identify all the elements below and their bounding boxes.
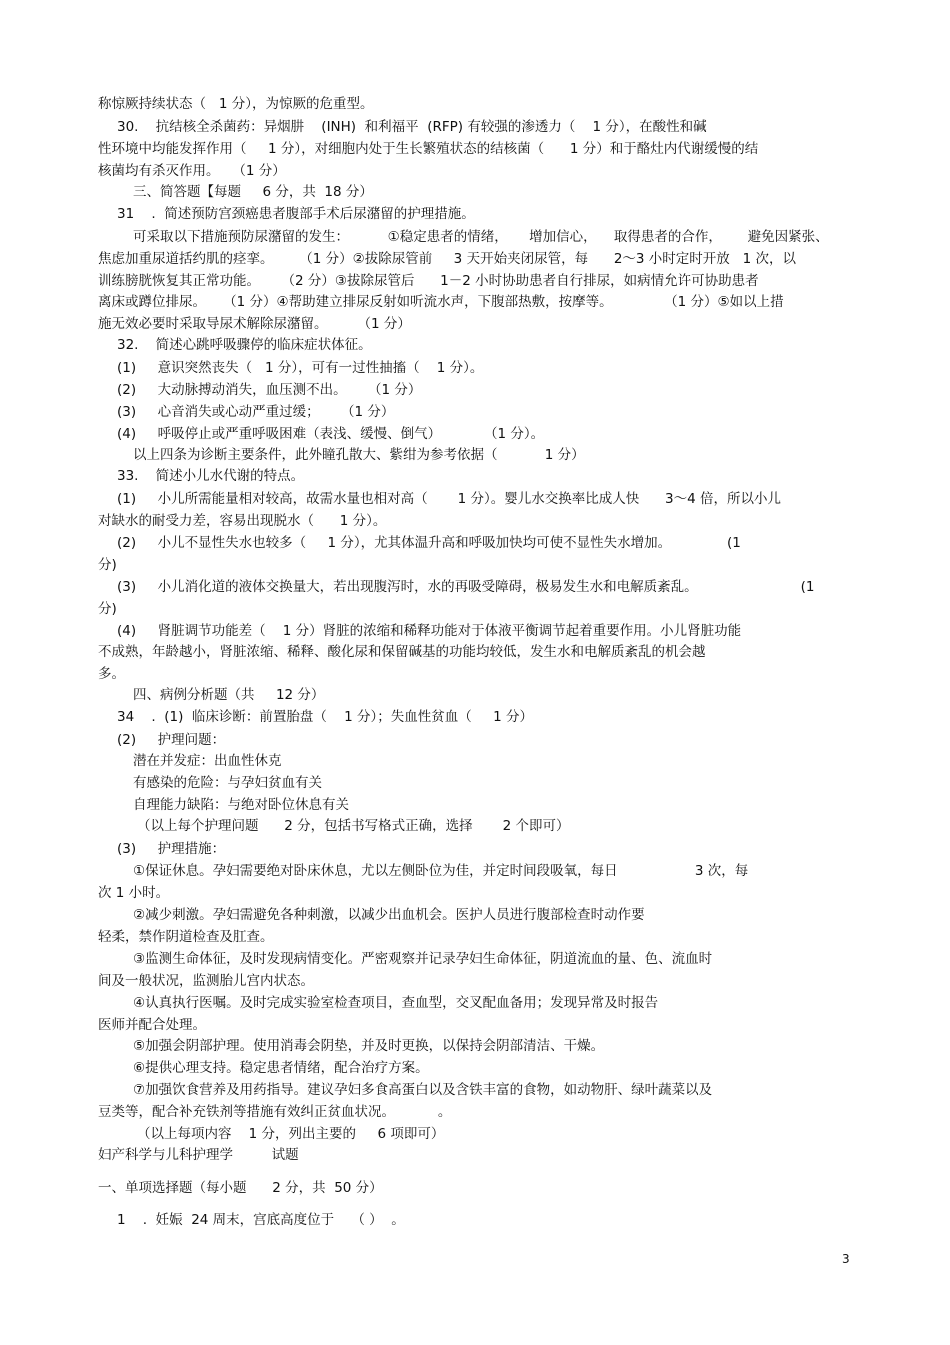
- text-line: 性环境中均能发挥作用（ 1 分），对细胞内处于生长繁殖状态的结核菌（ 1 分）和于酪灶内代谢缓慢的结: [98, 141, 759, 157]
- text-line: 潜在并发症：出血性休克: [133, 753, 282, 769]
- text-line: （以上每项内容 1 分，列出主要的 6 项即可）: [137, 1126, 445, 1142]
- text-line: 次 1 小时。: [98, 885, 170, 901]
- text-line: 间及一般状况，监测胎儿宫内状态。: [98, 973, 314, 989]
- text-line: (2) 小儿不显性失水也较多（ 1 分），尤其体温升高和呼吸加快均可使不显性失水增加。 (1: [117, 535, 741, 551]
- text-line: 核菌均有杀灭作用。 （1 分）: [98, 163, 286, 179]
- text-line: ③监测生命体征，及时发现病情变化。严密观察并记录孕妇生命体征，阴道流血的量、色、流血时: [133, 951, 713, 967]
- text-line: 焦虑加重尿道括约肌的痉挛。 （1 分）②拔除尿管前 3 天开始夹闭尿管，每 2～3 小时定时开放 1 次，以: [98, 251, 797, 267]
- text-line: 30. 抗结核全杀菌药：异烟肼 (INH) 和利福平 (RFP) 有较强的渗透力（ 1 分），在酸性和碱: [117, 119, 707, 135]
- text-line: 可采取以下措施预防尿潴留的发生： ①稳定患者的情绪， 增加信心， 取得患者的合作， 避免因紧张、: [133, 229, 829, 245]
- text-line: 分): [98, 557, 117, 573]
- question-title: 31 . 简述预防宫颈癌患者腹部手术后尿潴留的护理措施。: [117, 206, 475, 222]
- text-line: (1) 小儿所需能量相对较高，故需水量也相对高（ 1 分）。婴儿水交换率比成人快 3～4 倍，所以小儿: [117, 491, 781, 507]
- text-line: 对缺水的耐受力差，容易出现脱水（ 1 分）。: [98, 513, 387, 529]
- text-line: 训练膀胱恢复其正常功能。 （2 分）③拔除尿管后 1－2 小时协助患者自行排尿，如病情允许可协助患者: [98, 273, 759, 289]
- text-line: 医师并配合处理。: [98, 1017, 206, 1033]
- question-title: 32. 简述心跳呼吸骤停的临床症状体征。: [117, 337, 372, 353]
- section-heading: 四、病例分析题（共 12 分）: [133, 687, 325, 703]
- text-line: (3) 护理措施：: [117, 841, 226, 857]
- text-line: 自理能力缺陷：与绝对卧位休息有关: [133, 797, 349, 813]
- text-line: 豆类等，配合补充铁剂等措施有效纠正贫血状况。 。: [98, 1104, 452, 1120]
- text-line: （以上每个护理问题 2 分，包括书写格式正确，选择 2 个即可）: [137, 818, 570, 834]
- text-line: 不成熟，年龄越小，肾脏浓缩、稀释、酸化尿和保留碱基的功能均较低，发生水和电解质紊乱的机会越: [98, 644, 706, 660]
- text-line: ⑤加强会阴部护理。使用消毒会阴垫，并及时更换，以保持会阴部清洁、干燥。: [133, 1038, 605, 1054]
- text-line: ⑦加强饮食营养及用药指导。建议孕妇多食高蛋白以及含铁丰富的食物，如动物肝、绿叶蔬菜以及: [133, 1082, 713, 1098]
- text-line: 有感染的危险：与孕妇贫血有关: [133, 775, 322, 791]
- text-line: (2) 护理问题：: [117, 732, 226, 748]
- text-line: 以上四条为诊断主要条件，此外瞳孔散大、紫绀为参考依据（ 1 分）: [133, 447, 585, 463]
- text-line: 称惊厥持续状态（ 1 分），为惊厥的危重型。: [98, 96, 374, 112]
- section-heading: 一、单项选择题（每小题 2 分，共 50 分）: [98, 1180, 383, 1196]
- section-heading: 三、简答题【每题 6 分，共 18 分）: [133, 184, 373, 200]
- text-line: 离床或蹲位排尿。 （1 分）④帮助建立排尿反射如听流水声，下腹部热敷，按摩等。 （1 分）⑤如以上措: [98, 294, 784, 310]
- text-line: ②减少刺激。孕妇需避免各种刺激，以减少出血机会。医护人员进行腹部检查时动作要: [133, 907, 645, 923]
- text-line: (1) 意识突然丧失（ 1 分），可有一过性抽搐（ 1 分）。: [117, 360, 484, 376]
- question-title: 33. 简述小儿水代谢的特点。: [117, 468, 305, 484]
- text-line: 分): [98, 601, 117, 617]
- text-line: 多。: [98, 666, 125, 682]
- text-line: ⑥提供心理支持。稳定患者情绪，配合治疗方案。: [133, 1060, 429, 1076]
- text-line: (3) 小儿消化道的液体交换量大，若出现腹泻时，水的再吸受障碍，极易发生水和电解质紊乱。 (1: [117, 579, 815, 595]
- text-line: (4) 肾脏调节功能差（ 1 分）肾脏的浓缩和稀释功能对于体液平衡调节起着重要作用。小儿肾脏功能: [117, 623, 742, 639]
- text-line: (3) 心音消失或心动严重过缓； （1 分）: [117, 404, 395, 420]
- text-line: (4) 呼吸停止或严重呼吸困难（表浅、缓慢、倒气） （1 分）。: [117, 426, 545, 442]
- text-line: ①保证休息。孕妇需要绝对卧床休息，尤以左侧卧位为佳，并定时间段吸氧，每日 3 次，每: [133, 863, 749, 879]
- text-line: (2) 大动脉搏动消失，血压测不出。 （1 分）: [117, 382, 422, 398]
- exam-title: 妇产科学与儿科护理学 试题: [98, 1147, 299, 1163]
- page-number: 3: [842, 1252, 850, 1266]
- text-line: 施无效必要时采取导尿术解除尿潴留。 （1 分）: [98, 316, 411, 332]
- text-line: ④认真执行医嘱。及时完成实验室检查项目，查血型，交叉配血备用；发现异常及时报告: [133, 995, 659, 1011]
- text-line: 轻柔，禁作阴道检查及肛查。: [98, 929, 274, 945]
- question-title: 34 . (1) 临床诊断：前置胎盘（ 1 分）；失血性贫血（ 1 分）: [117, 709, 534, 725]
- question-title: 1 . 妊娠 24 周末，宫底高度位于 （ ） 。: [117, 1212, 405, 1228]
